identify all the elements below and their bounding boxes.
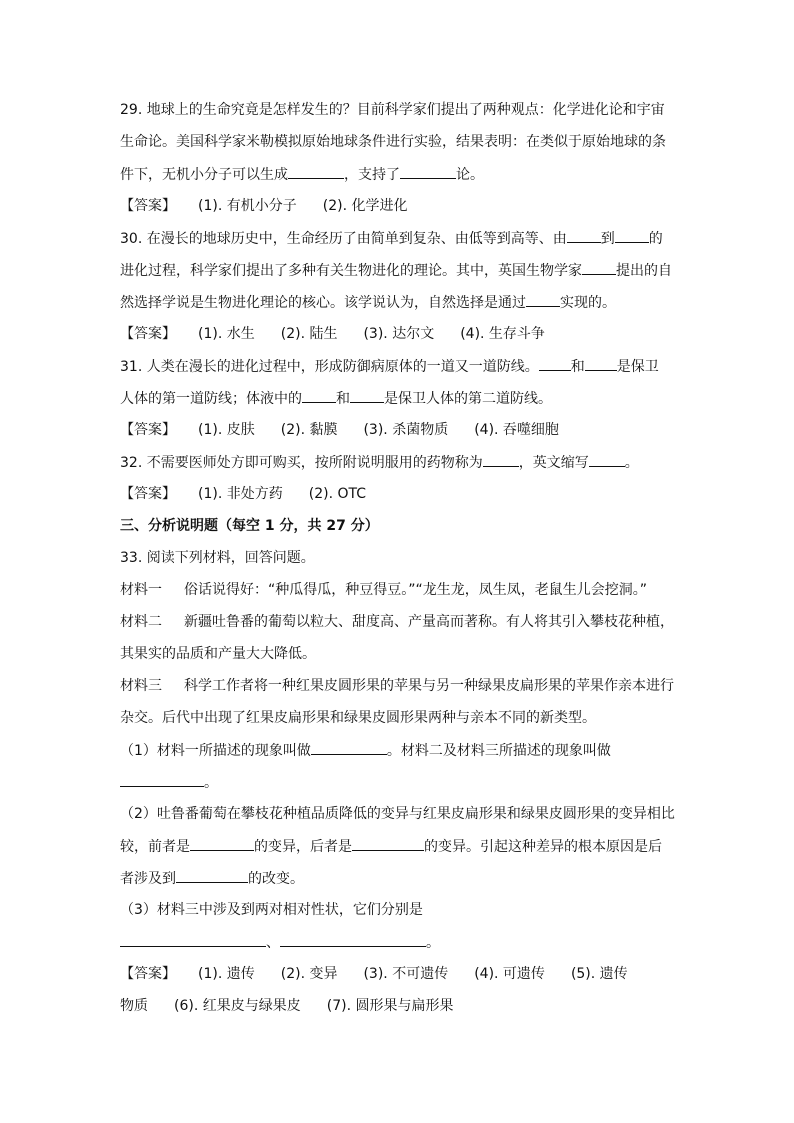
- q29-text: ，支持了: [344, 167, 400, 183]
- material-label: 材料一: [120, 582, 162, 598]
- answer-label: 【答案】: [120, 966, 176, 982]
- q32-text: 32. 不需要医师处方即可购买，按所附说明服用的药物称为: [120, 455, 483, 471]
- q33-text: 者涉及到: [120, 871, 176, 887]
- answer-label: 【答案】: [120, 422, 176, 438]
- answer-blank: [483, 452, 519, 467]
- q31-answer: [120, 420, 680, 440]
- q30-line-3: [120, 292, 680, 312]
- q33-sub-1: [120, 740, 680, 760]
- q29-line-2: 生命论。美国科学家米勒模拟原始地球条件进行实验，结果表明：在类似于原始地球的条: [120, 134, 666, 150]
- answer-item: (1). 遗传: [198, 966, 255, 982]
- q33-material-3-cont: 杂交。后代中出现了红果皮扁形果和绿果皮圆形果两种与亲本不同的新类型。: [120, 710, 596, 726]
- answer-blank: [288, 164, 344, 179]
- q33-answer: [120, 964, 680, 984]
- answer-item: (2). OTC: [308, 486, 366, 502]
- q30-text: 然选择学说是生物进化理论的核心。该学说认为，自然选择是通过: [120, 295, 526, 311]
- answer-blank: [539, 356, 571, 371]
- answer-blank: [280, 932, 426, 947]
- q33-text: 较，前者是: [120, 839, 190, 855]
- answer-blank: [582, 260, 616, 275]
- q30-text: 的: [648, 231, 663, 247]
- q31-text: 31. 人类在漫长的进化过程中，形成防御病原体的一道又一道防线。: [120, 359, 539, 375]
- q31-text: 是保卫人体的第二道防线。: [384, 391, 552, 407]
- document-page: [120, 100, 680, 1028]
- q29-text: 件下，无机小分子可以生成: [120, 167, 288, 183]
- answer-item: (2). 黏膜: [280, 422, 338, 438]
- q33-text: 、: [266, 935, 280, 951]
- answer-blank: [615, 228, 649, 243]
- q33-sub-2: （2）吐鲁番葡萄在攀枝花种植品质降低的变异与红果皮扁形果和绿果皮圆形果的变异相比: [120, 806, 675, 822]
- q33-sub-2-cont: [120, 836, 680, 856]
- q29-text: 论。: [456, 167, 484, 183]
- material-text: 俗话说得好：“种瓜得瓜，种豆得豆。”“龙生龙，凤生凤，老鼠生儿会挖洞。”: [184, 582, 648, 598]
- q33-intro: 33. 阅读下列材料，回答问题。: [120, 550, 315, 566]
- q33-material-1: [120, 580, 680, 600]
- q33-material-3: [120, 676, 680, 696]
- answer-blank: [120, 932, 266, 947]
- answer-item: (1). 皮肤: [198, 422, 255, 438]
- q33-text: 的变异。引起这种差异的根本原因是后: [424, 839, 662, 855]
- q32-answer: [120, 484, 680, 504]
- answer-item: (7). 圆形果与扁形果: [326, 998, 454, 1014]
- q33-sub-2-cont-2: [120, 868, 680, 888]
- answer-blank: [526, 292, 560, 307]
- answer-item: (4). 生存斗争: [460, 326, 545, 342]
- q30-text: 到: [600, 231, 615, 247]
- q33-answer-cont: [120, 996, 680, 1016]
- answer-item: 物质: [120, 998, 148, 1014]
- answer-label: 【答案】: [120, 198, 176, 214]
- q33-sub-1-cont: [120, 772, 680, 792]
- answer-blank: [350, 388, 384, 403]
- material-text: 新疆吐鲁番的葡萄以粒大、甜度高、产量高而著称。有人将其引入攀枝花种植，: [184, 614, 674, 630]
- q33-text: 。: [426, 935, 440, 951]
- answer-blank: [589, 452, 625, 467]
- q31-text: 和: [570, 359, 585, 375]
- answer-item: (1). 水生: [198, 326, 255, 342]
- answer-label: 【答案】: [120, 486, 176, 502]
- answer-item: (5). 遗传: [570, 966, 628, 982]
- answer-blank: [400, 164, 456, 179]
- q33-text: 的变异，后者是: [254, 839, 352, 855]
- material-text: 科学工作者将一种红果皮圆形果的苹果与另一种绿果皮扁形果的苹果作亲本进行: [184, 678, 674, 694]
- q33-sub-3-cont: [120, 932, 680, 952]
- answer-item: (2). 化学进化: [322, 198, 408, 214]
- material-label: 材料三: [120, 678, 162, 694]
- answer-item: (4). 可遗传: [474, 966, 545, 982]
- answer-item: (1). 有机小分子: [198, 198, 297, 214]
- q33-material-2: [120, 612, 680, 632]
- answer-blank: [352, 836, 424, 851]
- answer-item: (6). 红果皮与绿果皮: [174, 998, 301, 1014]
- q32-text: 。: [624, 455, 639, 471]
- q30-line-2: [120, 260, 680, 280]
- answer-item: (3). 不可遗传: [363, 966, 449, 982]
- q31-line-1: [120, 356, 680, 376]
- q33-sub-3: （3）材料三中涉及到两对相对性状，它们分别是: [120, 902, 423, 918]
- section-title: 三、分析说明题（每空 1 分，共 27 分）: [120, 518, 379, 534]
- answer-item: (3). 达尔文: [363, 326, 435, 342]
- q29-line-1: 29. 地球上的生命究竟是怎样发生的？目前科学家们提出了两种观点：化学进化论和宇宙: [120, 102, 665, 118]
- answer-item: (2). 变异: [280, 966, 338, 982]
- q32-text: ，英文缩写: [518, 455, 589, 471]
- q29-line-3: [120, 164, 680, 184]
- answer-blank: [176, 868, 248, 883]
- q31-text: 人体的第一道防线；体液中的: [120, 391, 302, 407]
- q30-text: 30. 在漫长的地球历史中，生命经历了由简单到复杂、由低等到高等、由: [120, 231, 567, 247]
- q29-answer: [120, 196, 680, 216]
- q30-text: 进化过程，科学家们提出了多种有关生物进化的理论。其中，英国生物学家: [120, 263, 582, 279]
- answer-item: (4). 吞噬细胞: [474, 422, 559, 438]
- q32-line-1: [120, 452, 680, 472]
- answer-blank: [190, 836, 254, 851]
- answer-blank: [567, 228, 601, 243]
- q31-text: 是保卫: [616, 359, 659, 375]
- q30-text: 提出的自: [616, 263, 672, 279]
- q31-line-2: [120, 388, 680, 408]
- q33-text: （1）材料一所描述的现象叫做: [120, 743, 311, 759]
- answer-label: 【答案】: [120, 326, 176, 342]
- answer-item: (3). 杀菌物质: [363, 422, 449, 438]
- q33-text: 的改变。: [248, 871, 304, 887]
- material-label: 材料二: [120, 614, 162, 630]
- q33-text: 。: [204, 775, 218, 791]
- q31-text: 和: [336, 391, 350, 407]
- q33-material-2-cont: 其果实的品质和产量大大降低。: [120, 646, 316, 662]
- answer-item: (1). 非处方药: [198, 486, 283, 502]
- q33-text: 。材料二及材料三所描述的现象叫做: [386, 743, 611, 759]
- q30-answer: [120, 324, 680, 344]
- answer-blank: [120, 772, 204, 787]
- answer-blank: [585, 356, 617, 371]
- answer-item: (2). 陆生: [280, 326, 338, 342]
- q30-text: 实现的。: [560, 295, 616, 311]
- q30-line-1: [120, 228, 680, 248]
- answer-blank: [302, 388, 336, 403]
- answer-blank: [311, 740, 387, 755]
